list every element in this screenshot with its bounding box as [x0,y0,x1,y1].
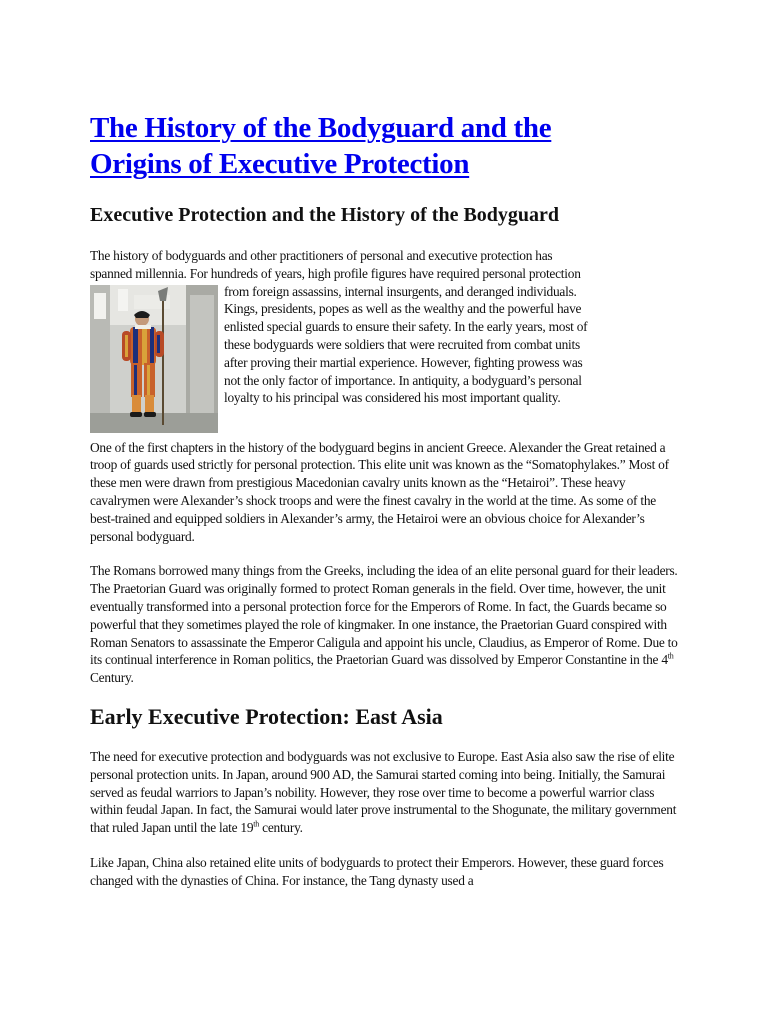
intro-wrap-block [90,283,680,437]
rome-superscript: th [667,651,674,661]
title-line-2: Origins of Executive Protection [90,148,470,180]
rome-text: The Romans borrowed many things from the Greeks, including the idea of an elite personal guard for their leaders. The Praetorian Guard was originally formed to protect Roman generals in the field. Over time, however, the unit eventually transformed into a personal protection force for the Emperors of Rome. In fact, the Guards became so powerful that they sometimes played the role of kingmaker. In one instance, the Praetorian Guard conspired with Roman Senators to assassinate the Emperor Caligula and appoint his uncle, Claudius, as Emperor of Rome. Due to its continual interference in Roman politics, the Praetorian Guard was dissolved by Emperor Constantine in the 4 [90,563,678,668]
section-east-asia [90,703,680,890]
section-heading-history: Executive Protection and the History of the Bodyguard [90,204,560,226]
wrap-line: from foreign assassins, internal insurgents, and deranged individuals. [224,283,577,299]
swiss-guard-image [90,285,218,433]
document-page [90,110,680,890]
paragraph-greece: One of the first chapters in the history of the bodyguard begins in ancient Greece. Alexander the Great retained a troop of guards used strictly for personal protection. This elite unit was known as the “Somatophylakes.” Most of these men were drawn from prestigious Macedonian cavalry units known as the “Hetairoi”. These heavy cavalrymen were Alexander’s shock troops and were the finest cavalry in the world at the time. As some of the best-trained and equipped soldiers in Alexander’s army, the Hetairoi were an obvious choice for Alexander’s personal bodyguard. [90,439,669,544]
title-link[interactable] [90,110,680,182]
intro-line: spanned millennia. For hundreds of years, high profile figures have required personal protection [90,265,581,281]
wrap-line: not the only factor of importance. In antiquity, a bodyguard’s personal [224,372,582,388]
paragraph-rome [90,562,680,687]
japan-text: The need for executive protection and bodyguards was not exclusive to Europe. East Asia also saw the rise of elite personal protection units. In Japan, around 900 AD, the Samurai started coming into being. Initially, the Samurai served as feudal warriors to Japan’s nobility. However, they rose over time to become a powerful warrior class within feudal Japan. In fact, the Samurai would later prove instrumental to the Shogunate, the military government that ruled Japan until the late 19 [90,748,677,836]
paragraph-china: Like Japan, China also retained elite units of bodyguards to protect their Emperors. However, these guard forces changed with the dynasties of China. For instance, the Tang dynasty used a [90,854,664,888]
title-line-1: The History of the Bodyguard and the [90,112,552,144]
intro-line: The history of bodyguards and other practitioners of personal and executive protection has [90,248,553,263]
wrap-line: loyalty to his principal was considered his most important quality. [224,390,561,406]
japan-superscript: th [253,819,260,829]
wrap-line: Kings, presidents, popes as well as the wealthy and the powerful have [224,301,582,317]
wrap-line: these bodyguards were soldiers that were recruited from combat units [224,336,580,352]
wrap-line: after proving their martial experience. However, fighting prowess was [224,354,583,370]
paragraph-japan [90,748,680,837]
page-title [90,110,680,182]
wrap-line: enlisted special guards to ensure their safety. In the early years, most of [224,319,588,335]
paragraph-intro [90,247,680,283]
section-heading-east-asia: Early Executive Protection: East Asia [90,703,443,729]
rome-text-end: Century. [90,670,134,686]
japan-text-end: century. [259,820,303,836]
swiss-guard-illustration [90,285,218,433]
